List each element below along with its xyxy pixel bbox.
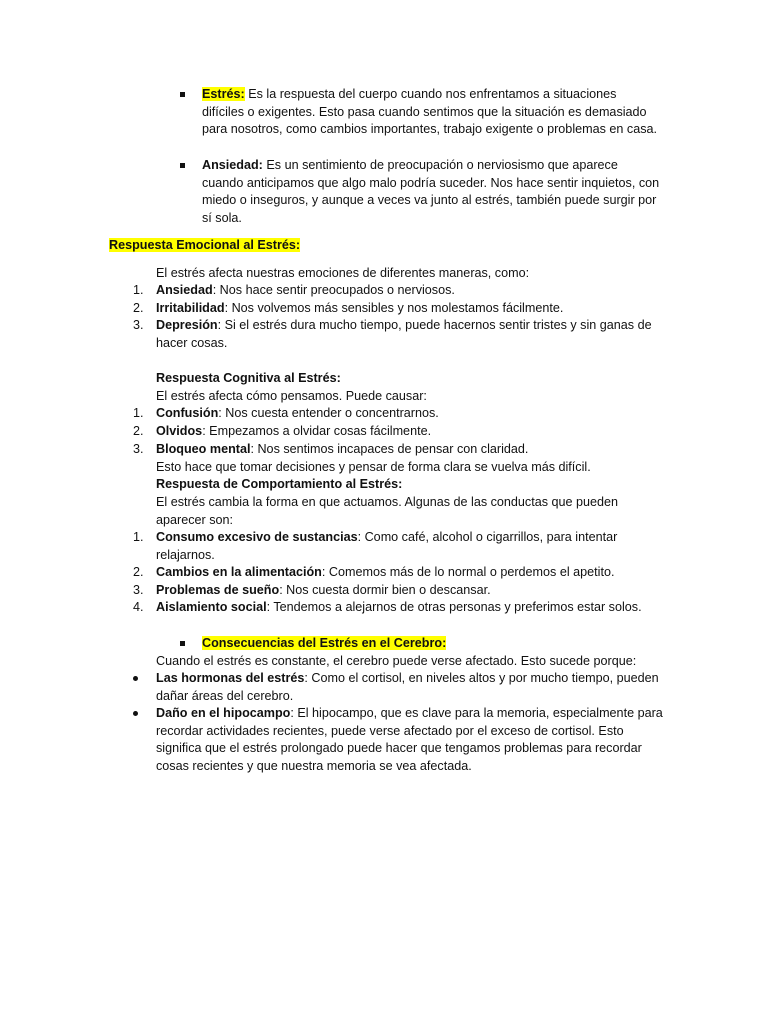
heading-behavioral-text: Respuesta de Comportamiento al Estrés: [156, 477, 403, 491]
list-text: : Comemos más de lo normal o perdemos el apetito. [321, 565, 615, 579]
list-number: 1. [133, 530, 144, 544]
list-term: Ansiedad [156, 283, 213, 297]
list-text: : Nos cuesta entender o concentrarnos. [218, 406, 439, 420]
list-number: 3. [133, 318, 144, 332]
heading-brain: Consecuencias del Estrés en el Cerebro: [202, 636, 447, 650]
list-text: : Tendemos a alejarnos de otras personas y preferimos estar solos. [266, 600, 642, 614]
round-bullet-icon [133, 676, 138, 681]
list-term: Olvidos [156, 424, 203, 438]
list-text: : Como el cortisol, en niveles altos y por mucho tiempo, pueden dañar áreas del cerebro. [156, 671, 659, 703]
emotional-intro: El estrés afecta nuestras emociones de diferentes maneras, como: [156, 266, 530, 280]
list-number: 2. [133, 301, 144, 315]
list-text: : Como café, alcohol o cigarrillos, para intentar relajarnos. [156, 530, 618, 562]
list-number: 3. [133, 583, 144, 597]
list-text: : Empezamos a olvidar cosas fácilmente. [202, 424, 432, 438]
term-ansiedad: Ansiedad: [202, 158, 263, 172]
list-term: Cambios en la alimentación [156, 565, 322, 579]
list-number: 2. [133, 565, 144, 579]
square-bullet-icon [180, 92, 185, 97]
list-term: Bloqueo mental [156, 442, 251, 456]
term-estres: Estrés: [202, 87, 245, 101]
round-bullet-icon [133, 711, 138, 716]
heading-emotional-text: Respuesta Emocional al Estrés: [109, 238, 301, 252]
square-bullet-icon [180, 641, 185, 646]
list-number: 2. [133, 424, 144, 438]
behavioral-intro: El estrés cambia la forma en que actuamos. Algunas de las conductas que pueden aparecer son: [156, 495, 619, 527]
list-term: Confusión [156, 406, 219, 420]
square-bullet-icon [180, 163, 185, 168]
brain-intro: Cuando el estrés es constante, el cerebro puede verse afectado. Esto sucede porque: [156, 654, 637, 668]
cognitive-intro: El estrés afecta cómo pensamos. Puede causar: [156, 389, 427, 403]
list-text: : Nos sentimos incapaces de pensar con claridad. [250, 442, 529, 456]
list-term: Daño en el hipocampo [156, 706, 291, 720]
list-text: : Nos hace sentir preocupados o nerviosos. [212, 283, 455, 297]
list-term: Depresión [156, 318, 218, 332]
list-term: Aislamiento social [156, 600, 267, 614]
list-text: : Nos volvemos más sensibles y nos molestamos fácilmente. [224, 301, 564, 315]
definition-estres: Es la respuesta del cuerpo cuando nos enfrentamos a situaciones difíciles o exigentes. Esto pasa cuando sentimos que la situación es demasiado para nosotros, como cambios importantes, trabajo exigente o problemas en casa. [202, 87, 658, 137]
list-number: 1. [133, 406, 144, 420]
list-number: 1. [133, 283, 144, 297]
list-term: Consumo excesivo de sustancias [156, 530, 358, 544]
list-number: 3. [133, 442, 144, 456]
heading-cognitive [156, 370, 666, 388]
list-text: : Nos cuesta dormir bien o descansar. [279, 583, 491, 597]
list-number: 4. [133, 600, 144, 614]
heading-emotional [109, 237, 300, 255]
cognitive-closing: Esto hace que tomar decisiones y pensar de forma clara se vuelva más difícil. [156, 460, 591, 474]
list-text: : El hipocampo, que es clave para la memoria, especialmente para recordar actividades recientes, puede verse afectado por el exceso de cortisol. Esto significa que el estrés prolongado puede hacer que tengamos problemas para recordar cosas recientes y que nuestra memoria se vea afectada. [156, 706, 663, 773]
bullet-text [202, 157, 660, 227]
heading-behavioral [156, 476, 666, 494]
list-term: Problemas de sueño [156, 583, 280, 597]
definition-ansiedad: Es un sentimiento de preocupación o nerviosismo que aparece cuando anticipamos que algo malo podría suceder. Nos hace sentir inquietos, con miedo o inseguros, y aunque a veces va junto al estrés, también puede surgir por sí sola. [202, 158, 660, 225]
list-term: Irritabilidad [156, 301, 225, 315]
list-term: Las hormonas del estrés [156, 671, 305, 685]
heading-cognitive-text: Respuesta Cognitiva al Estrés: [156, 371, 341, 385]
list-text: : Si el estrés dura mucho tiempo, puede hacernos sentir tristes y sin ganas de hacer cosas. [156, 318, 652, 350]
bullet-text [202, 86, 660, 139]
